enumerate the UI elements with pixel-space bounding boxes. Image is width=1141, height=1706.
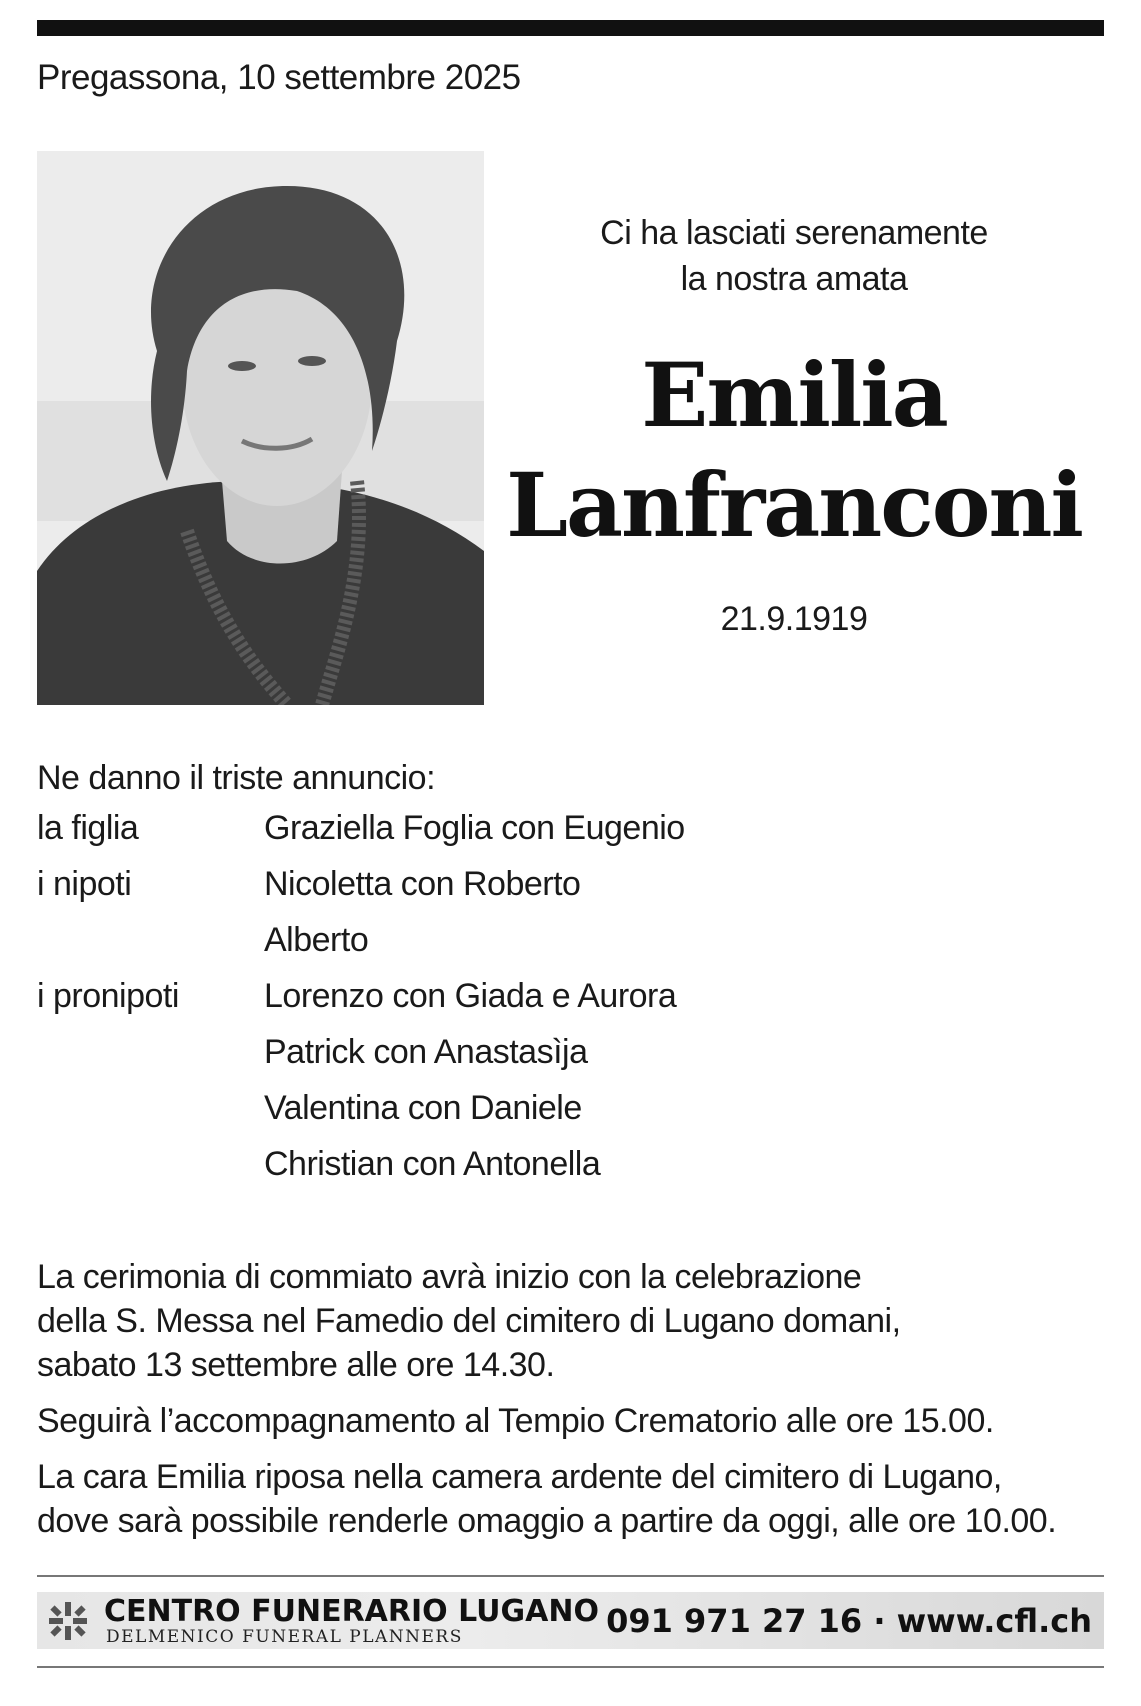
ceremony-line: della S. Messa nel Famedio del cimitero di Lugano domani, <box>37 1302 901 1340</box>
ceremony-paragraph-3 <box>37 1455 1104 1543</box>
cfl-logo-icon <box>47 1600 89 1642</box>
intro-line-2: la nostra amata <box>680 260 908 298</box>
family-relation: i pronipoti <box>37 977 179 1015</box>
ceremony-paragraph-2 <box>37 1399 1104 1443</box>
birth-date: 21.9.1919 <box>720 600 868 638</box>
family-relation: la figlia <box>37 809 139 847</box>
place-date: Pregassona, 10 settembre 2025 <box>37 58 521 97</box>
funeral-home-name: CENTRO FUNERARIO LUGANO <box>104 1594 599 1629</box>
ceremony-line: La cara Emilia riposa nella camera ardente del cimitero di Lugano, <box>37 1458 1002 1496</box>
family-name: Lorenzo con Giada e Aurora <box>264 977 677 1015</box>
first-name: Emilia <box>641 343 947 447</box>
family-row-great-grandchildren <box>37 968 937 1192</box>
family-names <box>264 968 937 1192</box>
ceremony-details <box>37 1255 1104 1555</box>
family-name: Nicoletta con Roberto <box>264 865 581 903</box>
family-names <box>264 856 937 968</box>
footer-divider-bottom <box>37 1666 1104 1668</box>
last-name: Lanfranconi <box>506 453 1082 557</box>
contact-info[interactable]: 091 971 27 16 · www.cfl.ch <box>606 1602 1092 1640</box>
family-names <box>264 800 937 856</box>
footer-divider-top <box>37 1575 1104 1577</box>
deceased-name <box>484 340 1104 560</box>
family-name: Patrick con Anastasìja <box>264 1033 588 1071</box>
family-name: Graziella Foglia con Eugenio <box>264 809 685 847</box>
family-name: Alberto <box>264 921 369 959</box>
ceremony-paragraph-1 <box>37 1255 1104 1387</box>
family-row-grandchildren <box>37 856 937 968</box>
portrait-photo <box>37 151 484 705</box>
top-rule <box>37 20 1104 36</box>
family-name: Christian con Antonella <box>264 1145 601 1183</box>
funeral-home-subtitle: DELMENICO FUNERAL PLANNERS <box>106 1627 463 1647</box>
ceremony-line: Seguirà l’accompagnamento al Tempio Crematorio alle ore 15.00. <box>37 1402 994 1440</box>
intro-text <box>484 210 1104 302</box>
family-name: Valentina con Daniele <box>264 1089 582 1127</box>
ceremony-line: sabato 13 settembre alle ore 14.30. <box>37 1346 555 1384</box>
ceremony-line: dove sarà possibile renderle omaggio a partire da oggi, alle ore 10.00. <box>37 1502 1057 1540</box>
family-relation: i nipoti <box>37 865 132 903</box>
portrait-illustration <box>37 151 484 705</box>
announcement-heading: Ne danno il triste annuncio: <box>37 759 436 797</box>
funeral-home-footer <box>37 1592 1104 1649</box>
ceremony-line: La cerimonia di commiato avrà inizio con la celebrazione <box>37 1258 862 1296</box>
family-list <box>37 800 937 1192</box>
family-row-daughter <box>37 800 937 856</box>
intro-line-1: Ci ha lasciati serenamente <box>600 214 988 252</box>
